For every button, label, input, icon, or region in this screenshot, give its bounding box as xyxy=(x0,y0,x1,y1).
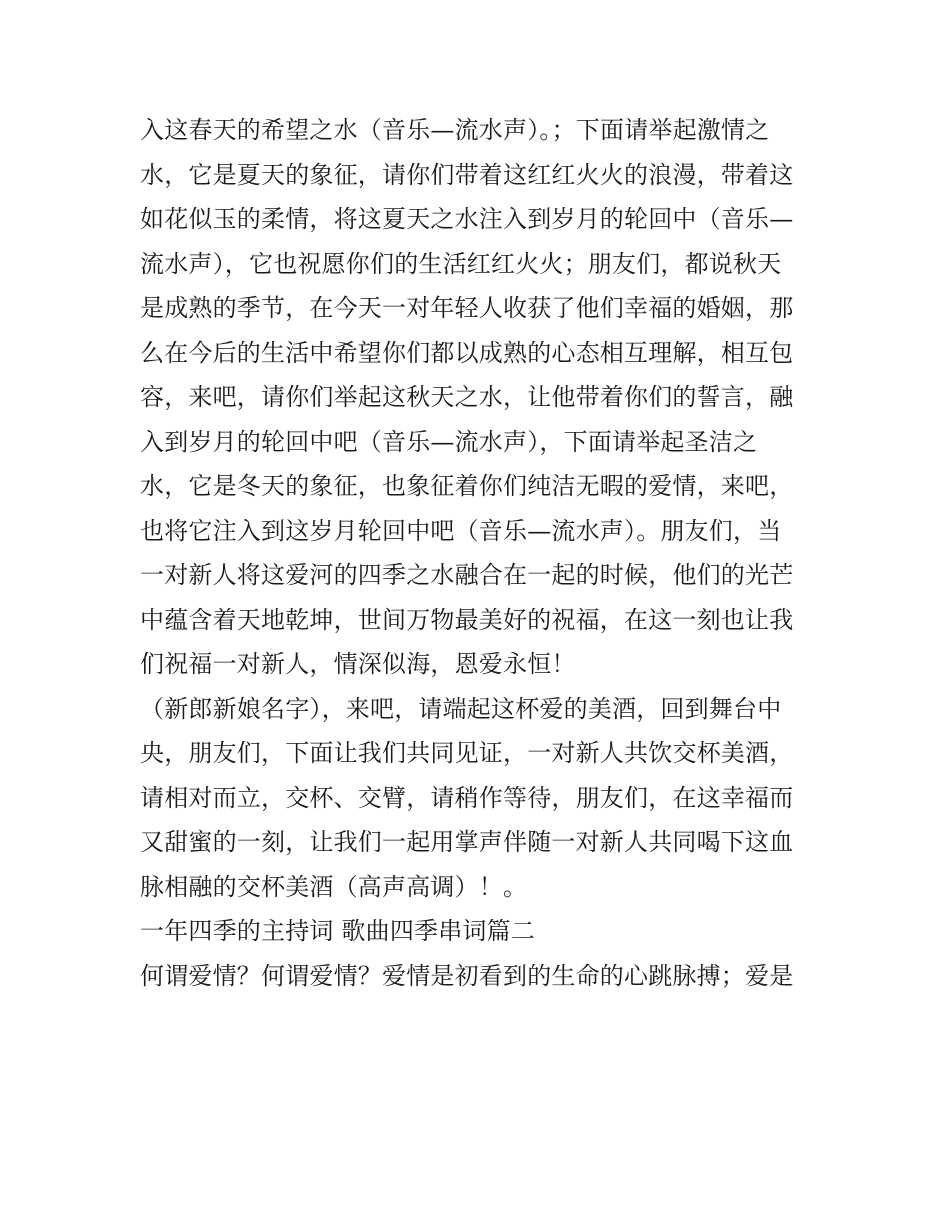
text-line: 中蕴含着天地乾坤，世间万物最美好的祝福，在这一刻也让我 xyxy=(140,605,794,634)
text-line: 一对新人将这爱河的四季之水融合在一起的时候，他们的光芒 xyxy=(140,561,794,589)
text-line: 请相对而立，交杯、交臂，请稍作等待，朋友们，在这幸福而 xyxy=(140,783,794,812)
text-line: （新郎新娘名字），来吧，请端起这杯爱的美酒，回到舞台中 xyxy=(140,694,782,723)
text-line: 容，来吧，请你们举起这秋天之水，让他带着你们的誓言，融 xyxy=(140,383,794,411)
text-line: 水，它是冬天的象征，也象征着你们纯洁无暇的爱情，来吧， xyxy=(140,472,794,500)
text-line: 流水声），它也祝愿你们的生活红红火火；朋友们，都说秋天 xyxy=(140,249,782,278)
text-line: 脉相融的交杯美酒（高声高调）！。 xyxy=(140,872,528,901)
text-line: 如花似玉的柔情，将这夏天之水注入到岁月的轮回中（音乐— xyxy=(140,205,794,233)
text-line: 入这春天的希望之水（音乐—流水声）。；下面请举起激情之 xyxy=(140,116,770,144)
text-line: 们祝福一对新人，情深似海，恩爱永恒！ xyxy=(140,650,576,678)
text-line: 水，它是夏天的象征，请你们带着这红红火火的浪漫，带着这 xyxy=(140,160,794,189)
text-line: 是成熟的季节，在今天一对年轻人收获了他们幸福的婚姻，那 xyxy=(140,294,794,322)
text-line: 央，朋友们，下面让我们共同见证，一对新人共饮交杯美酒， xyxy=(140,739,794,767)
section-heading: 一年四季的主持词 歌曲四季串词篇二 xyxy=(140,917,536,945)
text-line: 也将它注入到这岁月轮回中吧（音乐—流水声）。朋友们，当 xyxy=(140,516,782,545)
text-line: 何谓爱情？何谓爱情？爱情是初看到的生命的心跳脉搏；爱是 xyxy=(140,961,794,990)
text-line: 入到岁月的轮回中吧（音乐—流水声），下面请举起圣洁之 xyxy=(140,427,758,456)
document-body xyxy=(140,108,820,998)
text-line: 又甜蜜的一刻，让我们一起用掌声伴随一对新人共同喝下这血 xyxy=(140,828,794,856)
text-line: 么在今后的生活中希望你们都以成熟的心态相互理解，相互包 xyxy=(140,338,794,367)
